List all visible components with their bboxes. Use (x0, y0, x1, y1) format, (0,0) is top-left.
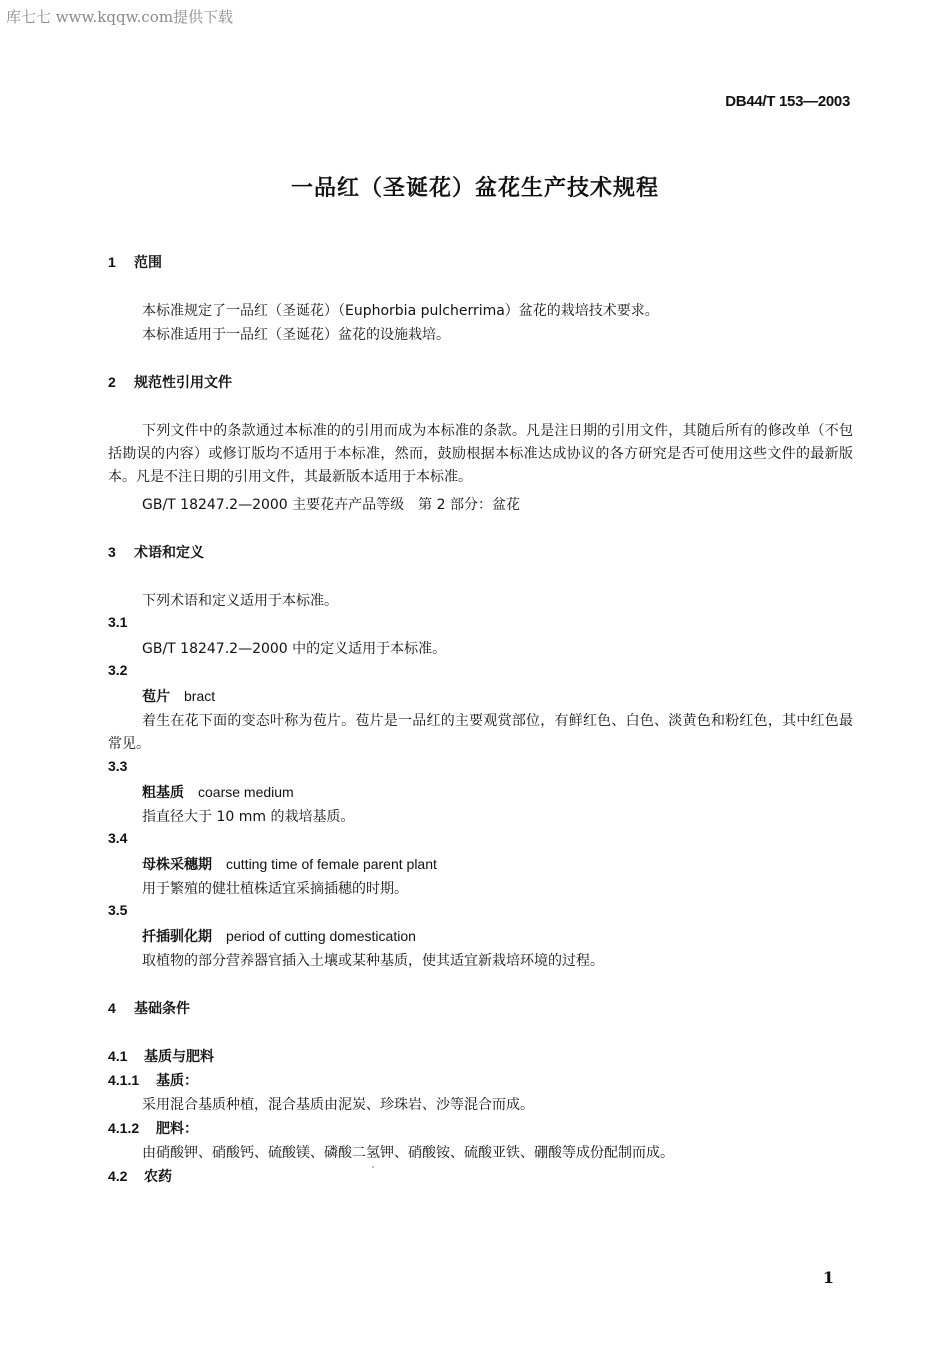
section-number: 4.2 (108, 1168, 128, 1184)
section-number: 2 (108, 374, 116, 390)
section-2-heading (108, 372, 232, 392)
subsection-4-2-heading (108, 1166, 172, 1186)
term-english: bract (184, 688, 216, 704)
term-name (142, 782, 294, 802)
section-title: 术语和定义 (134, 545, 204, 561)
term-definition: 用于繁殖的健壮植株适宜采摘插穗的时期。 (142, 881, 408, 897)
term-number: 3.3 (108, 758, 128, 774)
section-number: 1 (108, 254, 116, 270)
page-number: 1 (822, 1268, 834, 1287)
term-definition: 取植物的部分营养器官插入土壤或某种基质，使其适宜新栽培环境的过程。 (142, 953, 604, 969)
term-number: 3.4 (108, 830, 128, 846)
page-title: 一品红（圣诞花）盆花生产技术规程 (290, 176, 659, 201)
paragraph: 下列术语和定义适用于本标准。 (142, 593, 338, 609)
term-name (142, 686, 215, 706)
section-number: 3 (108, 544, 116, 560)
term-number: 3.2 (108, 662, 128, 678)
standard-number: DB44/T 153—2003 (725, 93, 850, 110)
scan-speck (372, 1166, 374, 1168)
section-number: 4 (108, 1000, 116, 1016)
section-number: 4.1 (108, 1048, 128, 1064)
term-chinese: 粗基质 (142, 785, 184, 801)
subsection-4-1-1-heading (108, 1070, 198, 1090)
section-title: 农药 (144, 1169, 172, 1185)
section-title: 基质： (156, 1073, 198, 1089)
section-title: 规范性引用文件 (134, 375, 232, 391)
paragraph: 采用混合基质种植，混合基质由泥炭、珍珠岩、沙等混合而成。 (142, 1097, 534, 1113)
paragraph: 由硝酸钾、硝酸钙、硫酸镁、磷酸二氢钾、硝酸铵、硫酸亚铁、硼酸等成份配制而成。 (142, 1145, 674, 1161)
term-definition: 指直径大于 10 mm 的栽培基质。 (142, 809, 355, 825)
term-chinese: 苞片 (142, 689, 170, 705)
section-title: 基质与肥料 (144, 1049, 214, 1065)
term-definition: GB/T 18247.2—2000 中的定义适用于本标准。 (142, 641, 447, 657)
section-number: 4.1.1 (108, 1072, 140, 1088)
term-english: coarse medium (198, 784, 294, 800)
term-number: 3.5 (108, 902, 128, 918)
term-number: 3.1 (108, 614, 128, 630)
term-english: cutting time of female parent plant (226, 856, 437, 872)
paragraph: 本标准规定了一品红（圣诞花）（Euphorbia pulcherrima）盆花的栽培技术要求。 (142, 303, 659, 319)
section-3-heading (108, 542, 204, 562)
term-english: period of cutting domestication (226, 928, 416, 944)
paragraph: 本标准适用于一品红（圣诞花）盆花的设施栽培。 (142, 327, 450, 343)
section-title: 肥料： (156, 1121, 198, 1137)
term-chinese: 母株采穗期 (142, 857, 212, 873)
term-chinese: 扦插驯化期 (142, 929, 212, 945)
section-4-heading (108, 998, 190, 1018)
subsection-4-1-heading (108, 1046, 214, 1066)
section-number: 4.1.2 (108, 1120, 140, 1136)
section-1-heading (108, 252, 162, 272)
paragraph: 下列文件中的条款通过本标准的的引用而成为本标准的条款。凡是注日期的引用文件，其随后所有的修改单（不包括勘误的内容）或修订版均不适用于本标准，然而，鼓励根据本标准达成协议的各方研究是否可使用这些文件的最新版本。凡是不注日期的引用文件，其最新版本适用于本标准。 (108, 423, 853, 485)
term-name (142, 854, 437, 874)
reference-item: GB/T 18247.2—2000 主要花卉产品等级 第 2 部分：盆花 (142, 497, 520, 513)
section-title: 基础条件 (134, 1001, 190, 1017)
term-definition: 着生在花下面的变态叶称为苞片。苞片是一品红的主要观赏部位，有鲜红色、白色、淡黄色和粉红色，其中红色最常见。 (108, 713, 853, 752)
term-name (142, 926, 416, 946)
subsection-4-1-2-heading (108, 1118, 198, 1138)
watermark-text: 库七七 www.kqqw.com提供下载 (6, 8, 234, 26)
section-title: 范围 (134, 255, 162, 271)
